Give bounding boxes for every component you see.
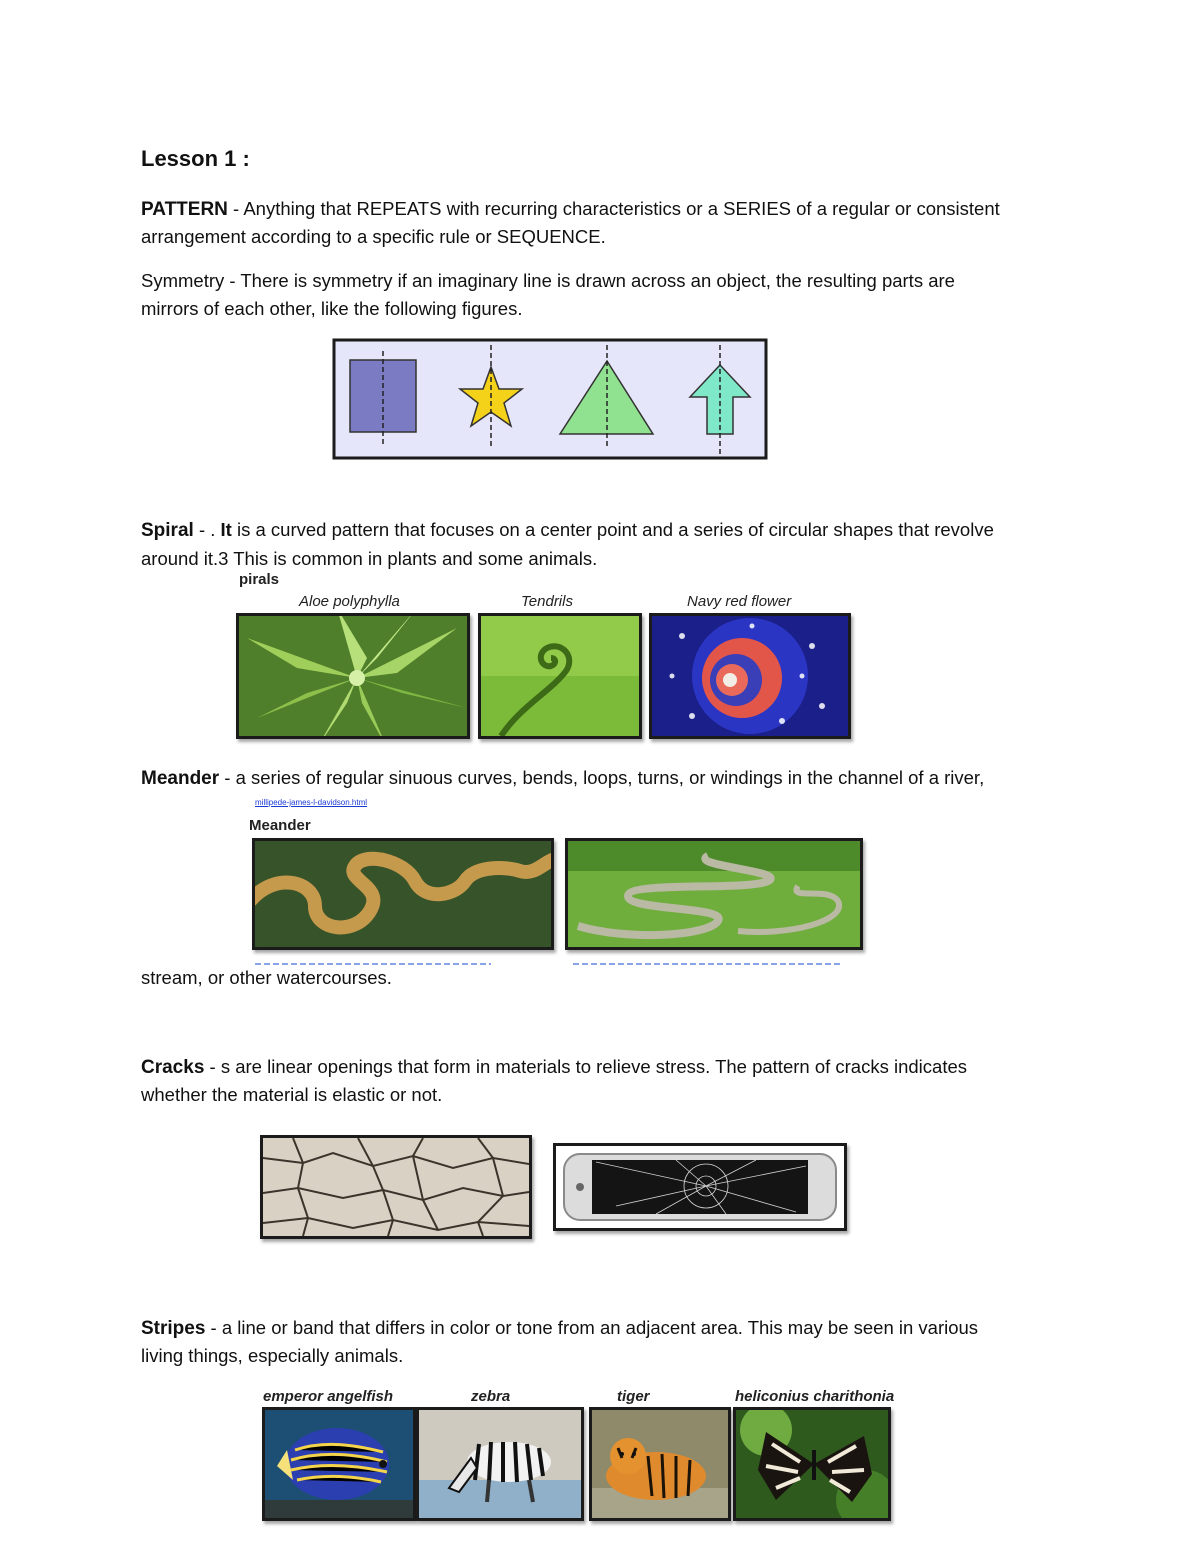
pattern-line1: - Anything that REPEATS with recurring characteristics or a SERIES of a regular or consistent bbox=[227, 198, 1000, 219]
lesson-title: Lesson 1 : bbox=[141, 146, 250, 171]
heliconius-caption: heliconius charithonia bbox=[735, 1388, 895, 1405]
pattern-paragraph bbox=[141, 195, 1000, 224]
tiger-image bbox=[589, 1407, 731, 1521]
zebra-image bbox=[416, 1407, 584, 1521]
cracks-term: Cracks bbox=[141, 1057, 205, 1078]
dry-earth-cracks-image bbox=[260, 1135, 532, 1239]
meander-figure-title: Meander bbox=[249, 817, 311, 834]
spiral-paragraph bbox=[141, 516, 994, 545]
pattern-term: PATTERN bbox=[141, 199, 228, 220]
cracks-paragraph bbox=[141, 1053, 967, 1082]
cracked-phone-image bbox=[553, 1143, 847, 1231]
aloe-caption: Aloe polyphylla bbox=[299, 593, 400, 610]
meander-line2: stream, or other watercourses. bbox=[141, 967, 392, 988]
meander-road-image bbox=[565, 838, 863, 950]
meander-paragraph bbox=[141, 764, 984, 793]
navy-red-flower-caption: Navy red flower bbox=[687, 593, 792, 610]
meander-source-link[interactable]: millipede-james-l-davidson.html bbox=[255, 798, 368, 807]
pattern-line2: arrangement according to a specific rule or SEQUENCE. bbox=[141, 226, 606, 247]
stripes-term: Stripes bbox=[141, 1318, 206, 1339]
zebra-caption: zebra bbox=[471, 1388, 511, 1405]
stripes-line1: - a line or band that differs in color or tone from an adjacent area. This may be seen in various bbox=[205, 1317, 979, 1338]
spiral-line1-prefix: - . bbox=[193, 519, 221, 540]
cracks-line1: - s are linear openings that form in materials to relieve stress. The pattern of cracks indicates bbox=[204, 1056, 968, 1077]
meander-line1: - a series of regular sinuous curves, bends, loops, turns, or windings in the channel of a river, bbox=[219, 767, 985, 788]
symmetry-line2: mirrors of each other, like the following figures. bbox=[141, 298, 523, 319]
spiral-line2: around it.3 This is common in plants and some animals. bbox=[141, 548, 598, 569]
aloe-polyphylla-image bbox=[236, 613, 470, 739]
meander-term: Meander bbox=[141, 768, 220, 789]
tiger-caption: tiger bbox=[617, 1388, 650, 1405]
tendrils-image bbox=[478, 613, 642, 739]
symmetry-line1: Symmetry - There is symmetry if an imaginary line is drawn across an object, the resulting parts are bbox=[141, 270, 955, 291]
meander-road-source-line bbox=[573, 963, 843, 965]
spiral-line1-it: It bbox=[220, 519, 232, 540]
spiral-line1-rest: is a curved pattern that focuses on a center point and a series of circular shapes that revolve bbox=[231, 519, 994, 540]
stripes-line2: living things, especially animals. bbox=[141, 1345, 404, 1366]
tendrils-caption: Tendrils bbox=[521, 593, 573, 610]
spirals-figure-title: pirals bbox=[239, 571, 280, 588]
meander-river-image bbox=[252, 838, 554, 950]
stripes-paragraph bbox=[141, 1314, 978, 1343]
cracks-line2: whether the material is elastic or not. bbox=[141, 1084, 443, 1105]
navy-red-flower-image bbox=[649, 613, 851, 739]
spiral-term: Spiral bbox=[141, 520, 194, 541]
symmetry-figure bbox=[331, 337, 771, 465]
emperor-angelfish-image bbox=[262, 1407, 416, 1521]
heliconius-charithonia-image bbox=[733, 1407, 891, 1521]
angelfish-caption: emperor angelfish bbox=[263, 1388, 394, 1405]
